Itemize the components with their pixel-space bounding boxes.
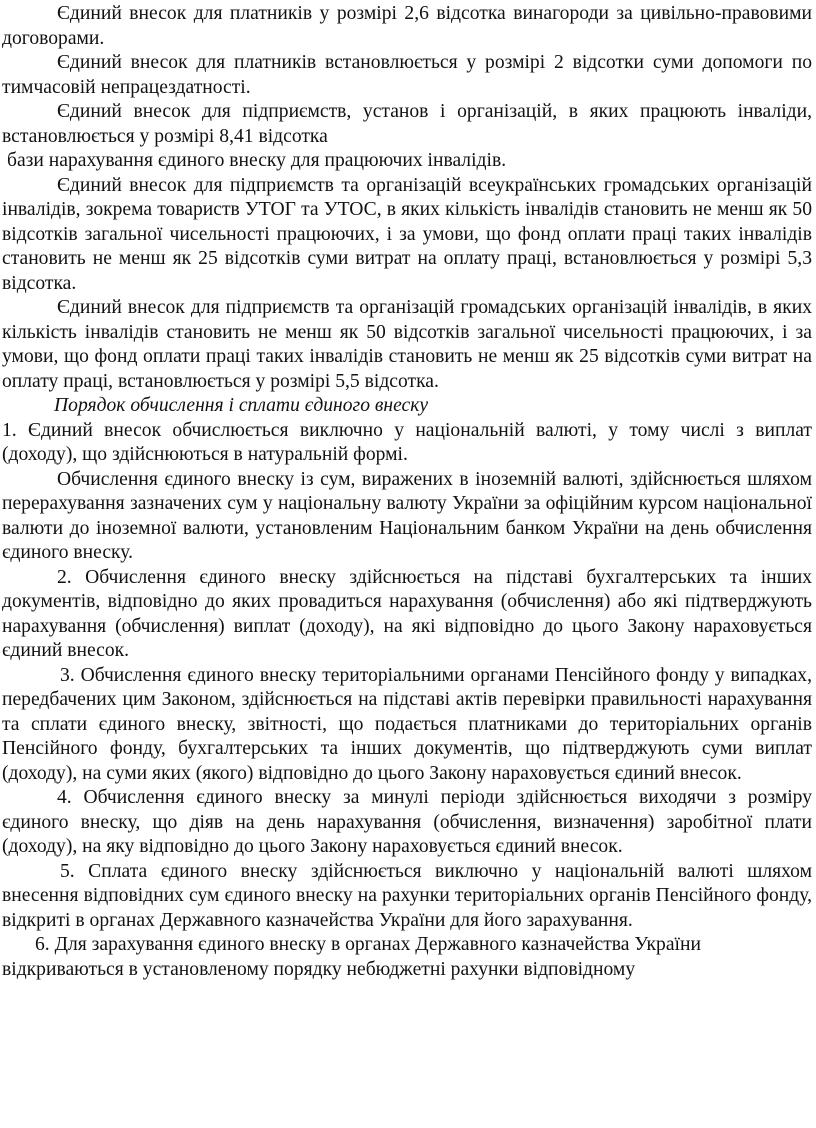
clause-1: 1. Єдиний внесок обчислюється виключно у національній валюті, у тому числі з виплат (доходу), що здійснюються в натуральній формі.: [2, 419, 812, 465]
paragraph-disabled-workers-rate: Єдиний внесок для підприємств, установ і організацій, в яких працюють інваліди, встановлюється у розмірі 8,41 відсотка: [2, 101, 812, 147]
clause-3: 3. Обчислення єдиного внеску територіальними органами Пенсійного фонду у випадках, передбачених цим Законом, здійснюється на підставі актів перевірки правильності нарахування та сплати єдиного внеску, звітності, що подається платниками до територіальних органів Пенсійного фонду, бухгалтерських та інших документів, що підтверджують суми виплат (доходу), на суми яких (якого) відповідно до цього Закону нараховується єдиний внесок.: [2, 664, 812, 784]
paragraph-sick-leave-rate: Єдиний внесок для платників встановлюється у розмірі 2 відсотки суми допомоги по тимчасовій непрацездатності.: [2, 52, 812, 98]
section-heading: Порядок обчислення і сплати єдиного внеску: [54, 395, 429, 416]
clause-1-foreign-currency: Обчислення єдиного внеску із сум, виражених в іноземній валюті, здійснюється шляхом перерахування зазначених сум у національну валюту України за офіційним курсом національної валюти до іноземної валюти, установленим Національним банком України на день обчислення єдиного внеску.: [2, 468, 812, 563]
paragraph-civil-contracts-rate: Єдиний внесок для платників у розмірі 2,6 відсотка винагороди за цивільно-правовими договорами.: [2, 3, 812, 49]
paragraph-all-ukrainian-orgs-rate: Єдиний внесок для підприємств та організацій всеукраїнських громадських організацій інвалідів, зокрема товариств УТОГ та УТОС, в яких кількість інвалідів становить не менш як 50 відсотків загальної чисельності працюючих, і за умови, що фонд оплати праці таких інвалідів становить не менш як 25 відсотків суми витрат на оплату праці, встановлюється у розмірі 5,3 відсотка.: [2, 174, 812, 294]
clause-5: 5. Сплата єдиного внеску здійснюється виключно у національній валюті шляхом внесення відповідних сум єдиного внеску на рахунки територіальних органів Пенсійного фонду, відкриті в органах Державного казначейства України для його зарахування.: [2, 860, 812, 931]
clause-6: 6. Для зарахування єдиного внеску в органах Державного казначейства України відкриваються в установленому порядку небюджетні рахунки відповідному: [2, 934, 701, 980]
clause-2: 2. Обчислення єдиного внеску здійснюється на підставі бухгалтерських та інших документів, відповідно до яких провадиться нарахування (обчислення) або які підтверджують нарахування (обчислення) виплат (доходу), на які відповідно до цього Закону нараховується єдиний внесок.: [2, 566, 812, 661]
clause-4: 4. Обчислення єдиного внеску за минулі періоди здійснюється виходячи з розміру єдиного внеску, що діяв на день нарахування (обчислення, визначення) заробітної плати (доходу), на яку відповідно до цього Закону нараховується єдиний внесок.: [2, 787, 812, 857]
paragraph-disabled-workers-base: бази нарахування єдиного внеску для працюючих інвалідів.: [7, 150, 507, 171]
paragraph-public-orgs-rate: Єдиний внесок для підприємств та організацій громадських організацій інвалідів, в яких кількість інвалідів становить не менш як 50 відсотків загальної чисельності працюючих, і за умови, що фонд оплати праці таких інвалідів становить не менш як 25 відсотків суми витрат на оплату праці, встановлюється у розмірі 5,5 відсотка.: [2, 297, 812, 392]
